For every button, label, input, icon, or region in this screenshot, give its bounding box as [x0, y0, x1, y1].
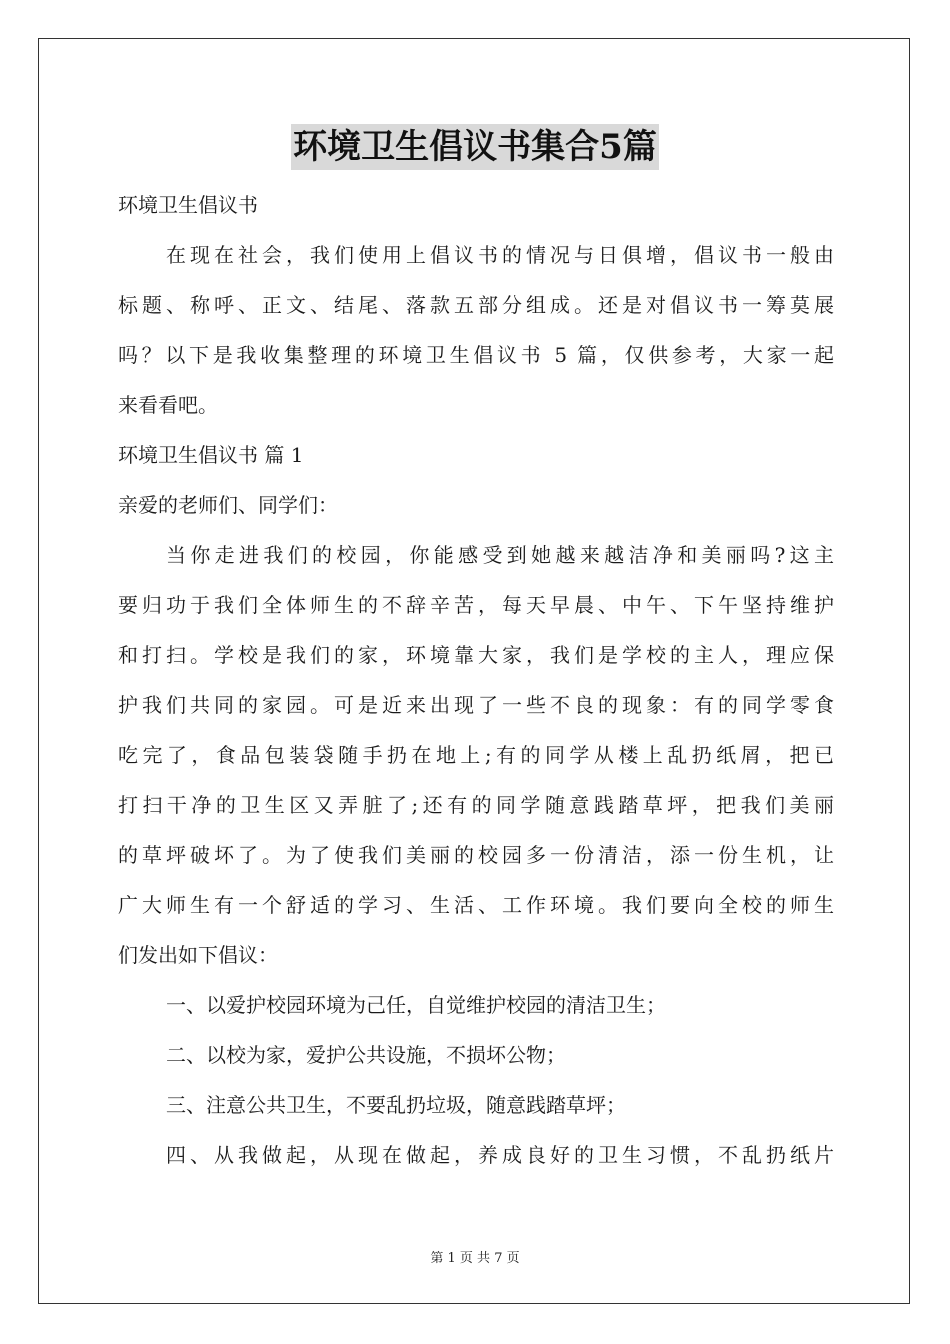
text-line: 的草坪破坏了。为了使我们美丽的校园多一份清洁，添一份生机，让 — [118, 843, 834, 867]
text-line: 当你走进我们的校园，你能感受到她越来越洁净和美丽吗?这主 — [166, 543, 834, 567]
text-line: 在现在社会，我们使用上倡议书的情况与日俱增，倡议书一般由 — [166, 243, 834, 267]
text-line: 环境卫生倡议书 — [118, 193, 258, 217]
text-line: 吗？以下是我收集整理的环境卫生倡议书 5 篇，仅供参考，大家一起 — [118, 343, 834, 367]
text-line: 护我们共同的家园。可是近来出现了一些不良的现象：有的同学零食 — [118, 693, 834, 717]
text-line: 来看看吧。 — [118, 393, 218, 417]
text-line: 要归功于我们全体师生的不辞辛苦，每天早晨、中午、下午坚持维护 — [118, 593, 834, 617]
text-line: 们发出如下倡议： — [118, 943, 278, 967]
text-line: 二、以校为家，爱护公共设施，不损坏公物； — [166, 1043, 566, 1067]
text-line: 和打扫。学校是我们的家，环境靠大家，我们是学校的主人，理应保 — [118, 643, 834, 667]
document-body — [118, 180, 834, 1180]
text-line: 四、从我做起，从现在做起，养成良好的卫生习惯，不乱扔纸片 — [166, 1143, 834, 1167]
text-line: 广大师生有一个舒适的学习、生活、工作环境。我们要向全校的师生 — [118, 893, 834, 917]
title-container — [0, 124, 950, 170]
text-line: 吃完了，食品包装袋随手扔在地上;有的同学从楼上乱扔纸屑，把已 — [118, 743, 834, 767]
text-line: 打扫干净的卫生区又弄脏了;还有的同学随意践踏草坪，把我们美丽 — [118, 793, 834, 817]
document-title: 环境卫生倡议书集合5篇 — [291, 124, 659, 170]
text-line: 标题、称呼、正文、结尾、落款五部分组成。还是对倡议书一筹莫展 — [118, 293, 834, 317]
text-line: 三、注意公共卫生，不要乱扔垃圾，随意践踏草坪； — [166, 1093, 626, 1117]
text-line: 亲爱的老师们、同学们： — [118, 493, 338, 517]
page-footer: 第 1 页 共 7 页 — [430, 1251, 520, 1266]
text-line: 一、以爱护校园环境为己任，自觉维护校园的清洁卫生； — [166, 993, 666, 1017]
text-line: 环境卫生倡议书 篇 1 — [118, 443, 304, 467]
